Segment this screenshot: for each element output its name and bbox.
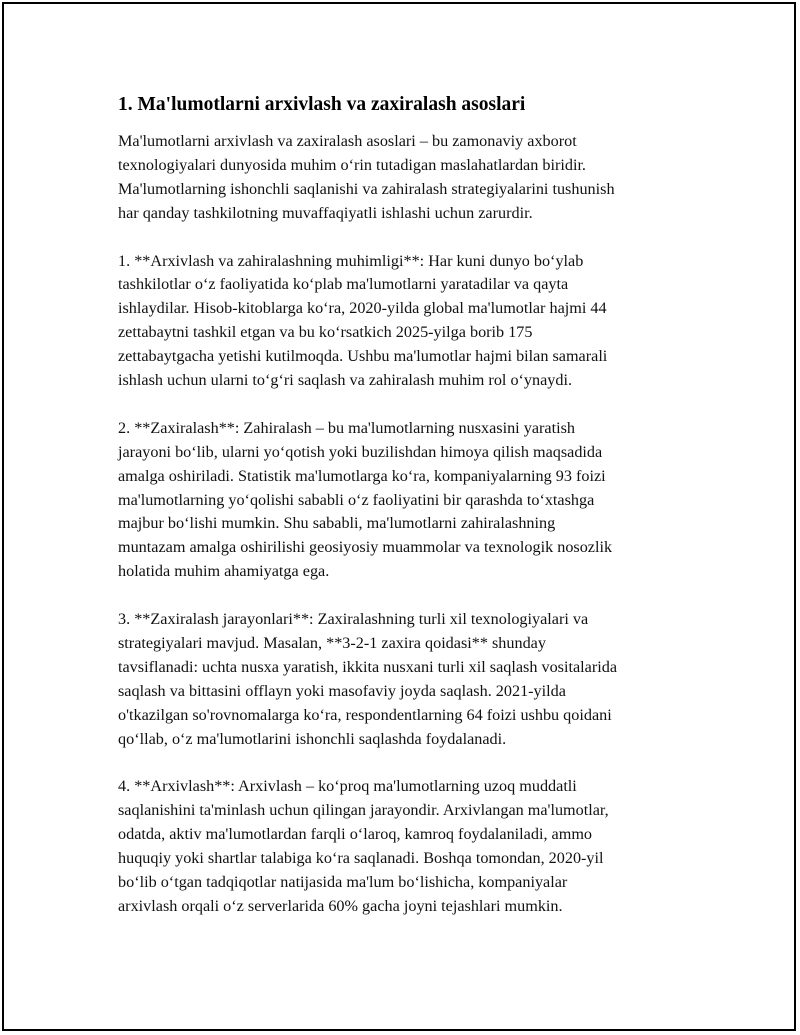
intro-paragraph xyxy=(118,130,690,226)
backup-paragraph xyxy=(118,417,690,584)
archiving-paragraph xyxy=(118,775,690,918)
paragraph-line: Ma'lumotlarning ishonchli saqlanishi va zahiralash strategiyalarini tushunish xyxy=(118,179,615,198)
paragraph-line: jarayoni boʻlib, ularni yoʻqotish yoki buzilishdan himoya qilish maqsadida xyxy=(118,442,603,461)
paragraph-line: 2. **Zaxiralash**: Zahiralash – bu ma'lumotlarning nusxasini yaratish xyxy=(118,418,575,437)
paragraph-line: odatda, aktiv ma'lumotlardan farqli oʻlaroq, kamroq foydalaniladi, ammo xyxy=(118,825,593,844)
document-body xyxy=(118,92,690,919)
paragraph-line: qoʻllab, oʻz ma'lumotlarini ishonchli saqlashda foydalanadi. xyxy=(118,729,507,748)
paragraph-line: huquqiy yoki shartlar talabiga koʻra saqlanadi. Boshqa tomondan, 2020-yil xyxy=(118,849,604,868)
paragraph-line: ishlash uchun ularni toʻgʻri saqlash va zahiralash muhim rol oʻynaydi. xyxy=(118,371,573,390)
paragraph-line: muntazam amalga oshirilishi geosiyosiy muammolar va texnologik nosozlik xyxy=(118,538,613,557)
paragraph-line: boʻlib oʻtgan tadqiqotlar natijasida ma'lum boʻlishicha, kompaniyalar xyxy=(118,873,568,892)
paragraph-line: ma'lumotlarning yoʻqolishi sababli oʻz faoliyatini bir qarashda toʻxtashga xyxy=(118,490,595,509)
section-heading: 1. Ma'lumotlarni arxivlash va zaxiralash asoslari xyxy=(118,94,526,115)
paragraph-line: strategiyalari mavjud. Masalan, **3-2-1 zaxira qoidasi** shunday xyxy=(118,633,546,652)
paragraph-line: majbur boʻlishi mumkin. Shu sababli, ma'lumotlarni zahiralashning xyxy=(118,514,556,533)
paragraph-line: saqlanishini ta'minlash uchun qilingan jarayondir. Arxivlangan ma'lumotlar, xyxy=(118,801,609,820)
paragraph-line: holatida muhim ahamiyatga ega. xyxy=(118,562,330,581)
backup-process-paragraph xyxy=(118,608,690,751)
paragraph-line: texnologiyalari dunyosida muhim oʻrin tutadigan maslahatlardan biridir. xyxy=(118,155,586,174)
paragraph-line: zettabaytni tashkil etgan va bu koʻrsatkich 2025-yilga borib 175 xyxy=(118,323,533,342)
paragraph-line: arxivlash orqali oʻz serverlarida 60% gacha joyni tejashlari mumkin. xyxy=(118,896,563,915)
paragraph-line: o'tkazilgan so'rovnomalarga koʻra, respondentlarning 64 foizi ushbu qoidani xyxy=(118,705,612,724)
paragraph-line: tavsiflanadi: uchta nusxa yaratish, ikkita nusxani turli xil saqlash vositalarida xyxy=(118,657,617,676)
paragraph-line: tashkilotlar oʻz faoliyatida koʻplab ma'lumotlarni yaratadilar va qayta xyxy=(118,275,569,294)
paragraph-line: 4. **Arxivlash**: Arxivlash – koʻproq ma'lumotlarning uzoq muddatli xyxy=(118,777,577,796)
paragraph-line: zettabaytgacha yetishi kutilmoqda. Ushbu ma'lumotlar hajmi bilan samarali xyxy=(118,347,608,366)
paragraph-line: ishlaydilar. Hisob-kitoblarga koʻra, 2020-yilda global ma'lumotlar hajmi 44 xyxy=(118,299,607,318)
importance-paragraph xyxy=(118,250,690,393)
paragraph-line: 3. **Zaxiralash jarayonlari**: Zaxiralashning turli xil texnologiyalari va xyxy=(118,610,589,629)
paragraph-line: Ma'lumotlarni arxivlash va zaxiralash asoslari – bu zamonaviy axborot xyxy=(118,132,577,150)
paragraph-line: 1. **Arxivlash va zahiralashning muhimligi**: Har kuni dunyo boʻylab xyxy=(118,251,584,270)
paragraph-line: har qanday tashkilotning muvaffaqiyatli ishlashi uchun zarurdir. xyxy=(118,203,533,222)
paragraph-line: saqlash va bittasini offlayn yoki masofaviy joyda saqlash. 2021-yilda xyxy=(118,681,566,700)
paragraph-line: amalga oshiriladi. Statistik ma'lumotlarga koʻra, kompaniyalarning 93 foizi xyxy=(118,466,606,485)
